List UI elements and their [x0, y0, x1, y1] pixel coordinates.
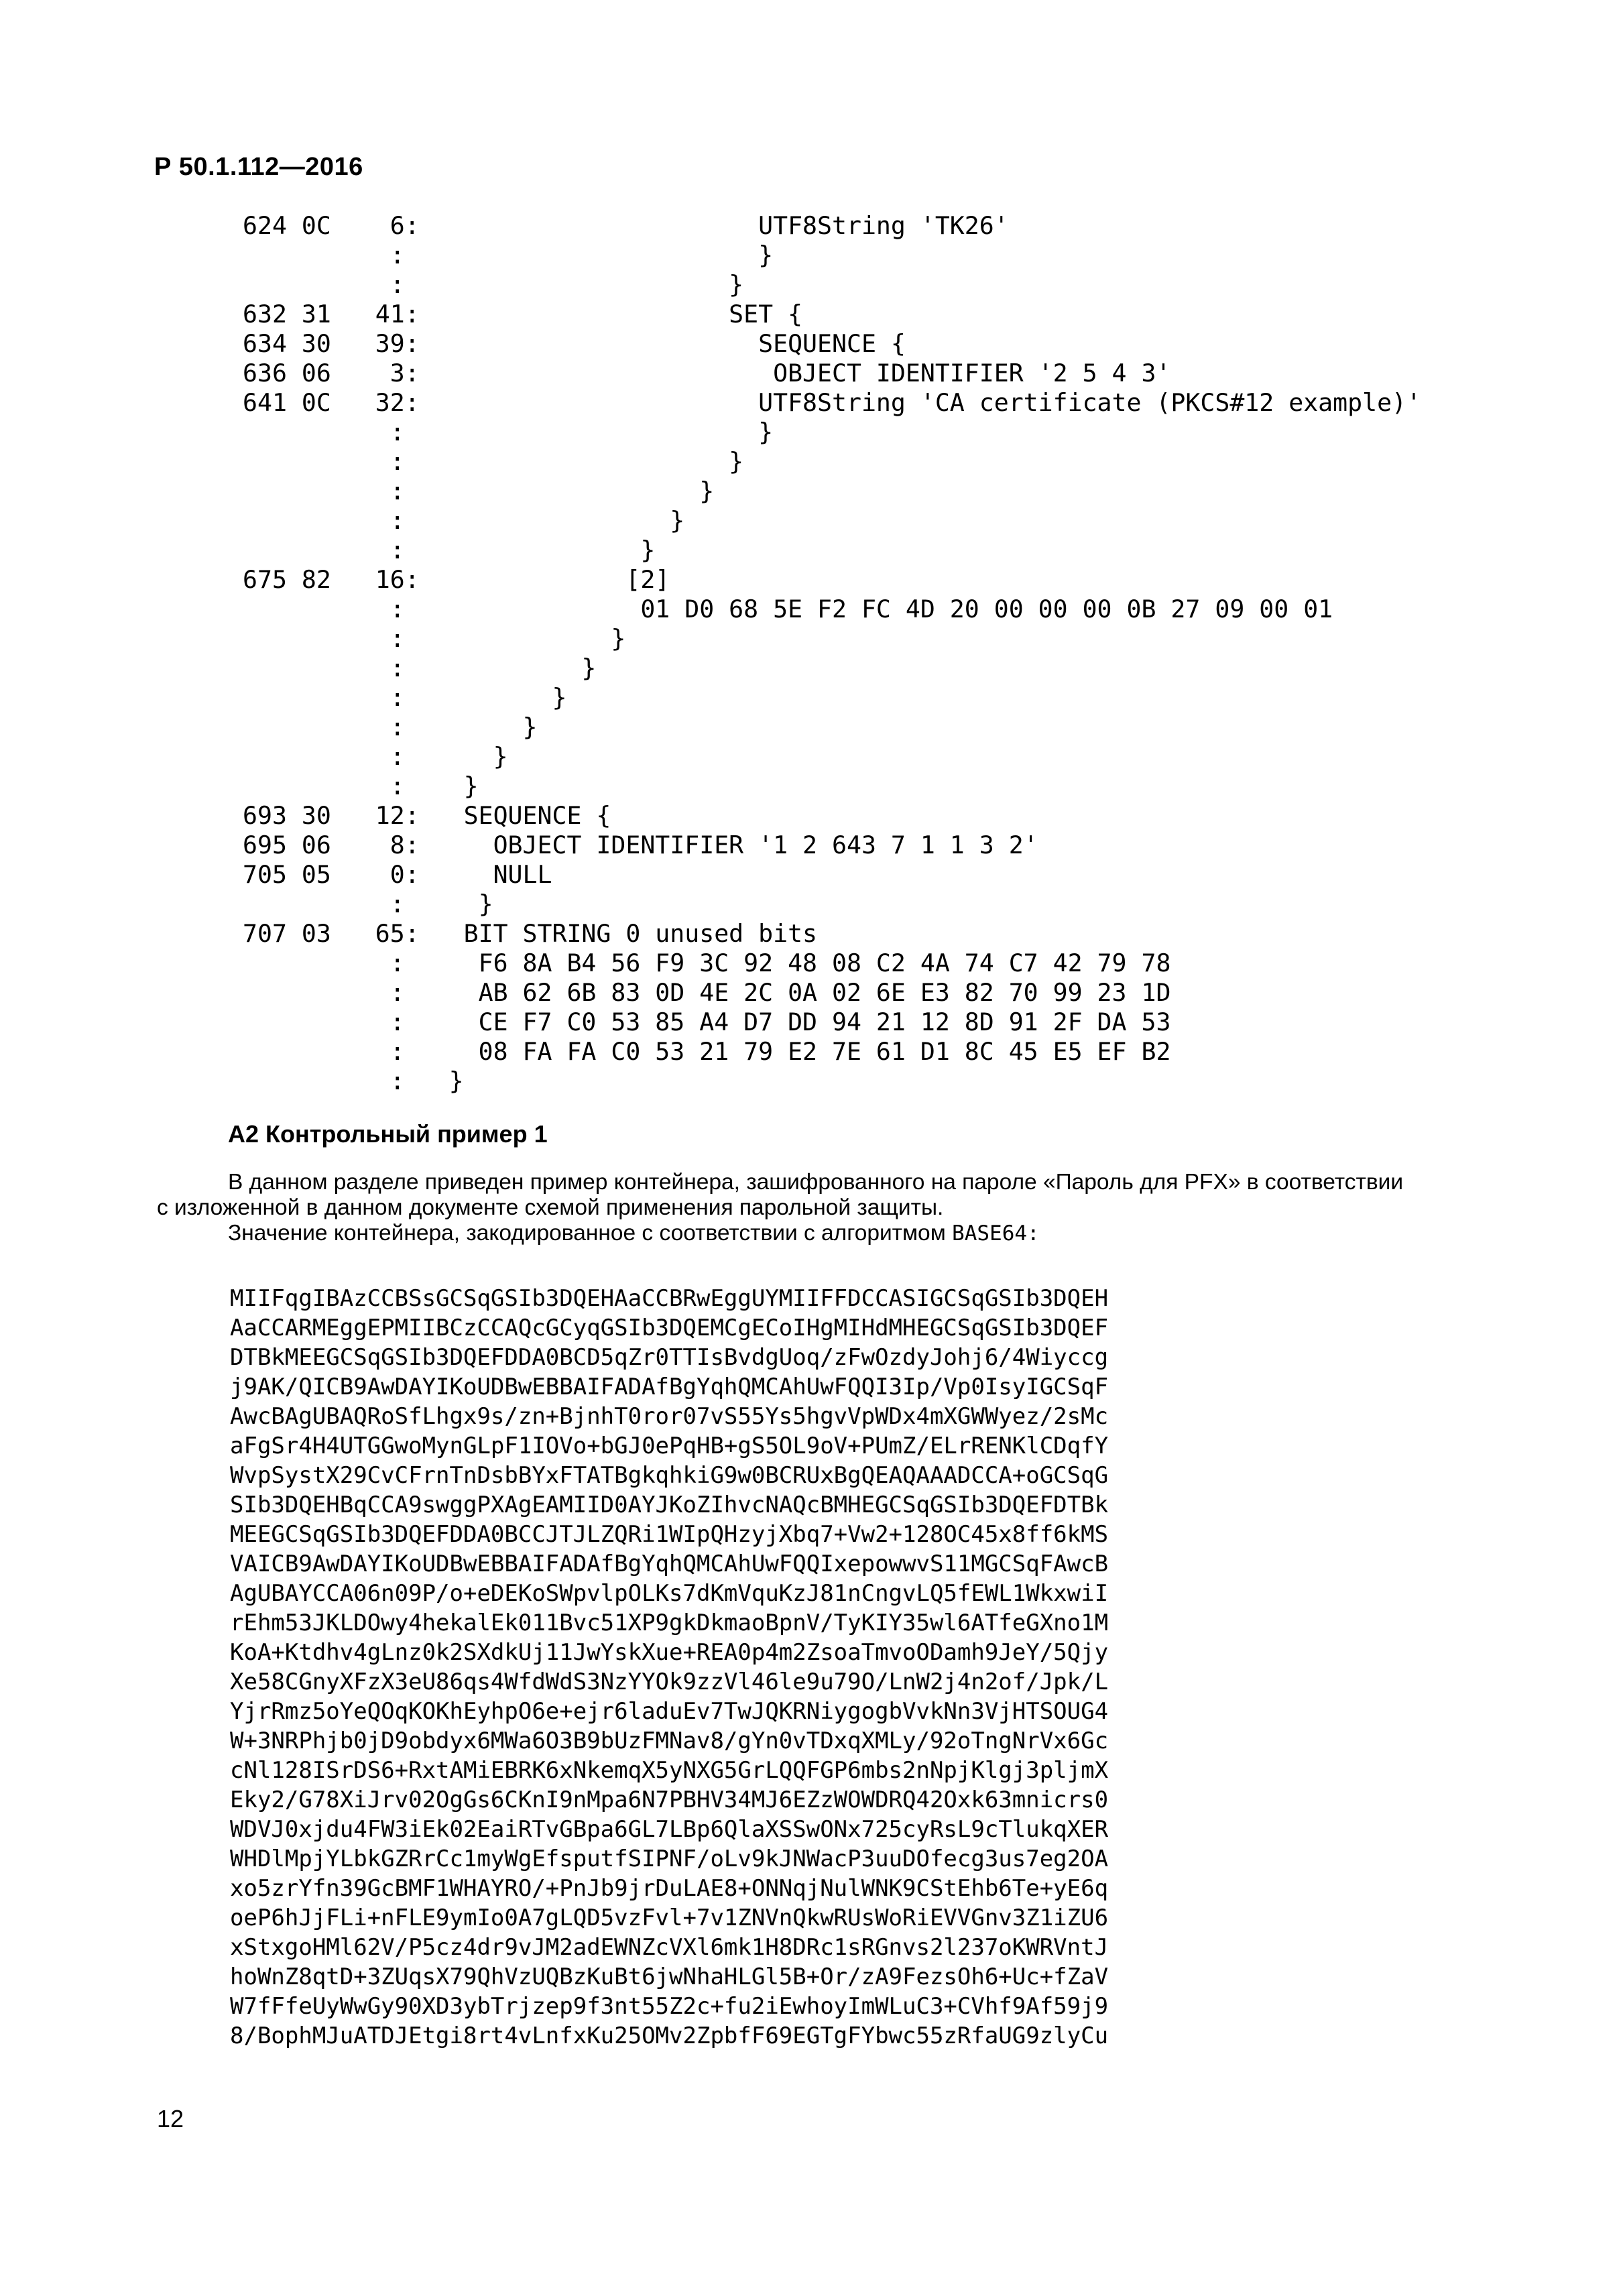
base64-line: SIb3DQEHBqCCA9swggPXAgEAMIID0AYJKoZIhvcNAQcBMHEGCSqGSIb3DQEFDTBk	[230, 1492, 1109, 1518]
base64-line: Eky2/G78XiJrv02OgGs6CKnI9nMpa6N7PBHV34MJ6EZzWOWDRQ42Oxk63mnicrs0	[230, 1787, 1109, 1813]
page-number: 12	[157, 2105, 184, 2132]
paragraph-encoding-note	[228, 1221, 1040, 1246]
asn1-dump-line: 624 0C 6: UTF8String 'TK26'	[243, 211, 1009, 240]
base64-line: DTBkMEEGCSqGSIb3DQEFDDA0BCD5qZr0TTIsBvdgUoq/zFwOzdyJohj6/4Wiyccg	[230, 1344, 1109, 1371]
asn1-dump-line: : }	[243, 477, 715, 505]
base64-line: WHDlMpjYLbkGZRrCc1myWgEfsputfSIPNF/oLv9kJNWacP3uuDOfecg3us7eg2OA	[230, 1846, 1109, 1872]
asn1-dump-line: 675 82 16: [2]	[243, 565, 670, 594]
asn1-dump-line: 693 30 12: SEQUENCE {	[243, 801, 611, 830]
base64-line: xo5zrYfn39GcBMF1WHAYRO/+PnJb9jrDuLAE8+ONNqjNulWNK9CStEhb6Te+yE6q	[230, 1875, 1109, 1902]
encoding-note-text: Значение контейнера, закодированное с соответствии с алгоритмом	[228, 1221, 953, 1246]
asn1-dump-listing	[243, 211, 1421, 1096]
asn1-dump-line: : }	[243, 1067, 464, 1095]
base64-line: AaCCARMEggEPMIIBCzCCAQcGCyqGSIb3DQEMCgECoIHgMIHdMHEGCSqGSIb3DQEF	[230, 1315, 1109, 1341]
base64-container-block	[230, 1284, 1108, 2051]
base64-line: AgUBAYCCA06n09P/o+eDEKoSWpvlpOLKs7dKmVquKzJ81nCngvLQ5fEWL1WkxwiI	[230, 1580, 1109, 1607]
base64-line: aFgSr4H4UTGGwoMynGLpF1IOVo+bGJ0ePqHB+gS5OL9oV+PUmZ/ELrRENKlCDqfY	[230, 1433, 1109, 1459]
base64-line: rEhm53JKLDOwy4hekalEk011Bvc51XP9gkDkmaoBpnV/TyKIY35wl6ATfeGXno1M	[230, 1610, 1109, 1636]
base64-line: KoA+Ktdhv4gLnz0k2SXdkUj11JwYskXue+REA0p4m2ZsoaTmvoODamh9JeY/5Qjy	[230, 1639, 1109, 1666]
asn1-dump-line: : }	[243, 624, 626, 653]
asn1-dump-line: 634 30 39: SEQUENCE {	[243, 329, 906, 358]
asn1-dump-line: : }	[243, 772, 479, 800]
asn1-dump-line: : }	[243, 713, 538, 741]
base64-line: W7fFfeUyWwGy90XD3ybTrjzep9f3nt55Z2c+fu2iEwhoyImWLuC3+CVhf9Af59j9	[230, 1993, 1109, 2020]
base64-line: Xe58CGnyXFzX3eU86qs4WfdWdS3NzYYOk9zzVl46le9u79O/LnW2j4n2of/Jpk/L	[230, 1669, 1109, 1695]
paragraph-intro-continued: с изложенной в данном документе схемой применения парольной защиты.	[157, 1195, 944, 1220]
base64-line: WvpSystX29CvCFrnTnDsbBYxFTATBgkqhkiG9w0BCRUxBgQEAQAAADCCA+oGCSqG	[230, 1462, 1109, 1489]
asn1-dump-line: : }	[243, 536, 656, 564]
asn1-dump-line: : }	[243, 506, 685, 535]
base64-line: W+3NRPhjb0jD9obdyx6MWa6O3B9bUzFMNav8/gYn0vTDxqXMLy/92oTngNrVx6Gc	[230, 1728, 1109, 1754]
base64-line: AwcBAgUBAQRoSfLhgx9s/zn+BjnhT0ror07vS55Ys5hgvVpWDx4mXGWWyez/2sMc	[230, 1403, 1109, 1430]
paragraph-intro: В данном разделе приведен пример контейнера, зашифрованного на пароле «Пароль для PFX» в соответствии	[228, 1170, 1404, 1195]
asn1-dump-line: : 08 FA FA C0 53 21 79 E2 7E 61 D1 8C 45 E5 EF B2	[243, 1037, 1171, 1066]
base64-line: hoWnZ8qtD+3ZUqsX79QhVzUQBzKuBt6jwNhaHLGl5B+Or/zA9FezsOh6+Uc+fZaV	[230, 1963, 1109, 1990]
base64-line: oeP6hJjFLi+nFLE9ymIo0A7gLQD5vzFvl+7v1ZNVnQkwRUsWoRiEVVGnv3Z1iZU6	[230, 1905, 1109, 1931]
asn1-dump-line: : }	[243, 683, 567, 712]
base64-line: MIIFqgIBAzCCBSsGCSqGSIb3DQEHAaCCBRwEggUYMIIFFDCCASIGCSqGSIb3DQEH	[230, 1285, 1109, 1312]
encoding-name: BASE64:	[952, 1221, 1040, 1246]
asn1-dump-line: : }	[243, 890, 493, 918]
asn1-dump-line: : 01 D0 68 5E F2 FC 4D 20 00 00 00 0B 27 09 00 01	[243, 595, 1333, 623]
asn1-dump-line: : AB 62 6B 83 0D 4E 2C 0A 02 6E E3 82 70 99 23 1D	[243, 978, 1171, 1007]
asn1-dump-line: : }	[243, 241, 774, 269]
base64-line: YjrRmz5oYeQOqKOKhEyhpO6e+ejr6laduEv7TwJQKRNiygogbVvkNn3VjHTSOUG4	[230, 1698, 1109, 1725]
asn1-dump-line: : }	[243, 418, 774, 446]
base64-line: VAICB9AwDAYIKoUDBwEBBAIFADAfBgYqhQMCAhUwFQQIxepowwvS11MGCSqFAwcB	[230, 1551, 1109, 1577]
document-header: Р 50.1.112—2016	[154, 153, 363, 181]
asn1-dump-line: 636 06 3: OBJECT IDENTIFIER '2 5 4 3'	[243, 359, 1171, 387]
asn1-dump-line: 707 03 65: BIT STRING 0 unused bits	[243, 919, 818, 948]
base64-line: MEEGCSqGSIb3DQEFDDA0BCCJTJLZQRi1WIpQHzyjXbq7+Vw2+128OC45x8ff6kMS	[230, 1521, 1109, 1548]
asn1-dump-line: : }	[243, 654, 597, 682]
section-title: А2 Контрольный пример 1	[228, 1120, 548, 1148]
base64-line: cNl128ISrDS6+RxtAMiEBRK6xNkemqX5yNXG5GrLQQFGP6mbs2nNpjKlgj3pljmX	[230, 1757, 1109, 1784]
asn1-dump-line: : }	[243, 270, 744, 299]
asn1-dump-line: : CE F7 C0 53 85 A4 D7 DD 94 21 12 8D 91 2F DA 53	[243, 1008, 1171, 1036]
base64-line: WDVJ0xjdu4FW3iEk02EaiRTvGBpa6GL7LBp6QlaXSSwONx725cyRsL9cTlukqXER	[230, 1816, 1109, 1843]
asn1-dump-line: : }	[243, 742, 508, 771]
base64-line: j9AK/QICB9AwDAYIKoUDBwEBBAIFADAfBgYqhQMCAhUwFQQI3Ip/Vp0IsyIGCSqF	[230, 1374, 1109, 1400]
base64-line: 8/BophMJuATDJEtgi8rt4vLnfxKu25OMv2ZpbfF69EGTgFYbwc55zRfaUG9zlyCu	[230, 2022, 1109, 2049]
base64-line: xStxgoHMl62V/P5cz4dr9vJM2adEWNZcVXl6mk1H8DRc1sRGnvs2l237oKWRVntJ	[230, 1934, 1109, 1961]
asn1-dump-line: 632 31 41: SET {	[243, 300, 803, 328]
asn1-dump-line: : F6 8A B4 56 F9 3C 92 48 08 C2 4A 74 C7 42 79 78	[243, 949, 1171, 977]
asn1-dump-line: 641 0C 32: UTF8String 'CA certificate (PKCS#12 example)'	[243, 388, 1421, 417]
asn1-dump-line: : }	[243, 447, 744, 476]
asn1-dump-line: 695 06 8: OBJECT IDENTIFIER '1 2 643 7 1 1 3 2'	[243, 831, 1038, 859]
asn1-dump-line: 705 05 0: NULL	[243, 860, 552, 889]
